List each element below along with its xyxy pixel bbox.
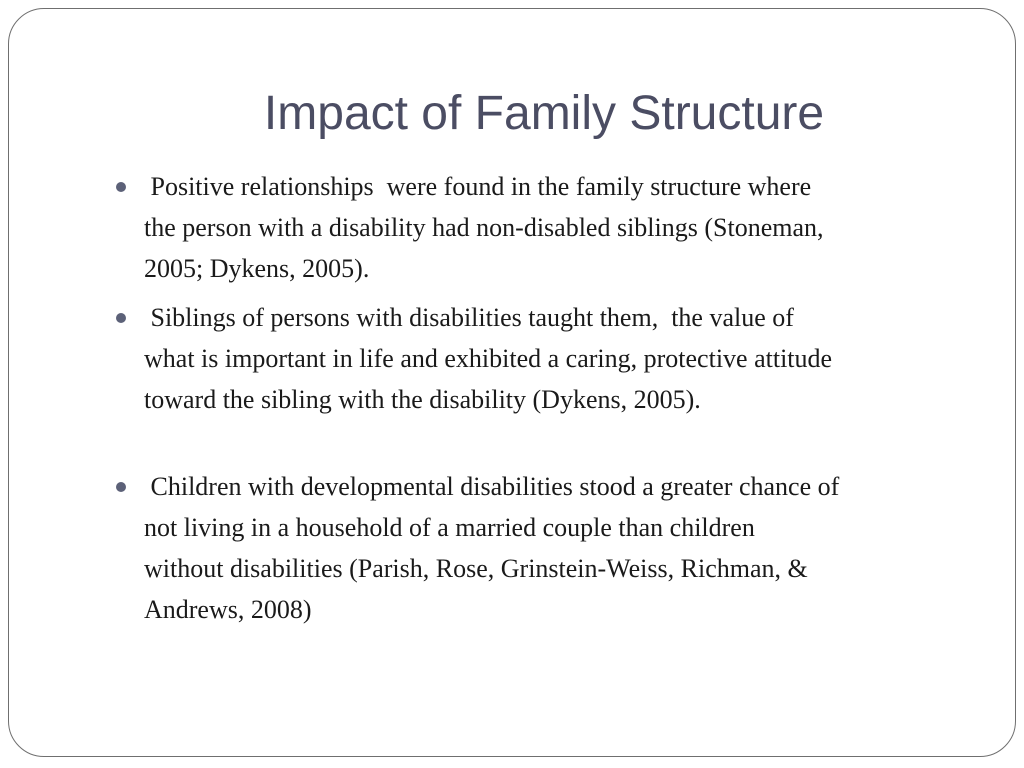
- bullet-dot-icon: [116, 182, 126, 192]
- slide-title: Impact of Family Structure: [263, 87, 825, 140]
- bullet-line: Andrews, 2008): [144, 595, 312, 624]
- bullet-line: what is important in life and exhibited a caring, protective attitude: [144, 344, 833, 373]
- bullet-dot-icon: [116, 313, 126, 323]
- bullet-line: Children with developmental disabilities stood a greater chance of: [144, 472, 840, 501]
- bullet-line: 2005; Dykens, 2005).: [144, 254, 370, 283]
- bullet-item-siblings: [144, 297, 974, 420]
- bullet-line: the person with a disability had non-disabled siblings (Stoneman,: [144, 213, 824, 242]
- bullet-line: Siblings of persons with disabilities taught them, the value of: [144, 303, 794, 332]
- bullet-line: Positive relationships were found in the family structure where: [144, 172, 812, 201]
- bullet-list: [144, 166, 974, 638]
- bullet-line: without disabilities (Parish, Rose, Grinstein-Weiss, Richman, &: [144, 554, 808, 583]
- bullet-line: toward the sibling with the disability (Dykens, 2005).: [144, 385, 701, 414]
- bullet-item-family-structure: [144, 166, 974, 289]
- bullet-dot-icon: [116, 482, 126, 492]
- bullet-item-children: [144, 466, 974, 630]
- bullet-line: not living in a household of a married couple than children: [144, 513, 755, 542]
